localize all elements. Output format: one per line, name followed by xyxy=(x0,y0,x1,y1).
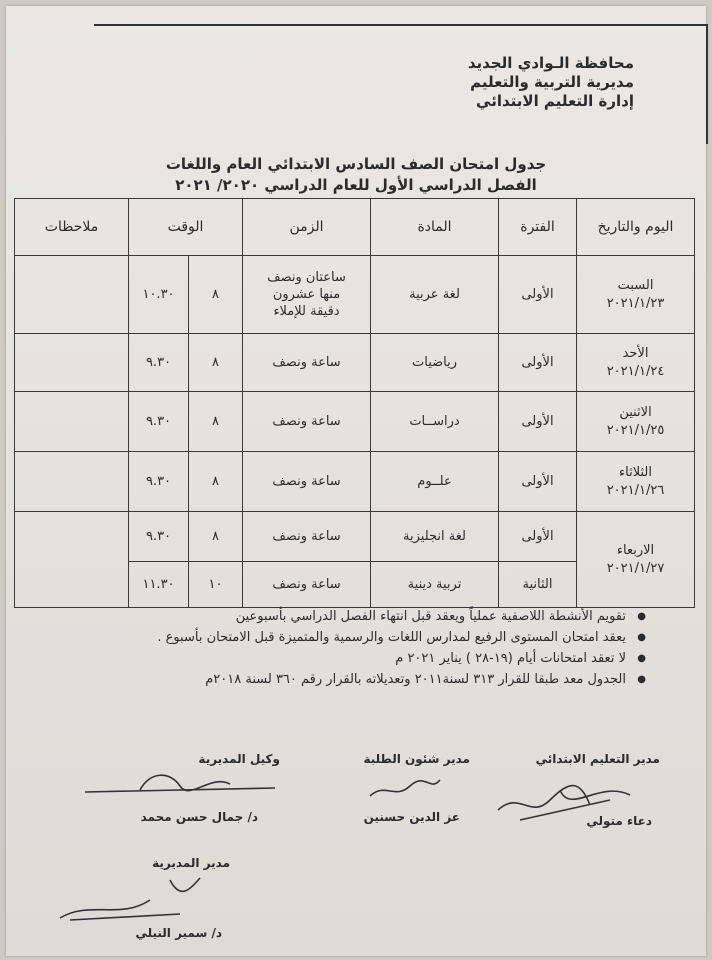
day-date-cell: الأحد ٢٠٢١/١/٢٤ xyxy=(577,334,695,392)
handwritten-signature-icon xyxy=(80,766,280,800)
start-time-cell: ٨ xyxy=(189,256,243,334)
end-time-cell: ٩.٣٠ xyxy=(129,512,189,562)
table-row xyxy=(15,256,695,334)
subject-cell: لغة عربية xyxy=(371,256,499,334)
title-line-1: جدول امتحان الصف السادس الابتدائي العام واللغات xyxy=(165,155,547,173)
subject-cell: لغة انجليزية xyxy=(371,512,499,562)
signatory-title: مدير المديرية xyxy=(152,856,230,870)
end-time-cell: ٩.٣٠ xyxy=(129,392,189,452)
signatory-name: دعاء متولي xyxy=(586,814,652,828)
period-cell: الأولى xyxy=(499,392,577,452)
table-row xyxy=(15,512,695,562)
subject-cell: علــوم xyxy=(371,452,499,512)
note-item: ● تقويم الأنشطة اللاصفية عملياً ويعقد قبل انتهاء الفصل الدراسي بأسبوعين xyxy=(40,606,646,627)
start-time-cell: ٨ xyxy=(189,512,243,562)
day-date-cell: الثلاثاء ٢٠٢١/١/٢٦ xyxy=(577,452,695,512)
notes-cell xyxy=(15,512,129,608)
governorate-line: محافظة الـوادي الجديد xyxy=(467,54,634,72)
table-row xyxy=(15,334,695,392)
notes-cell xyxy=(15,334,129,392)
start-time-cell: ٨ xyxy=(189,392,243,452)
notes-cell xyxy=(15,392,129,452)
directorate-line: مديرية التربية والتعليم xyxy=(470,73,634,91)
end-time-cell: ٩.٣٠ xyxy=(129,452,189,512)
end-time-cell: ٩.٣٠ xyxy=(129,334,189,392)
table-row xyxy=(15,392,695,452)
duration-cell: ساعة ونصف xyxy=(243,452,371,512)
title-line-2: الفصل الدراسي الأول للعام الدراسي ٢٠٢٠/ ٢٠٢١ xyxy=(175,176,537,194)
signature-block-student-affairs xyxy=(340,752,470,842)
table-header-row xyxy=(15,199,695,256)
handwritten-signature-icon xyxy=(50,870,230,930)
header-subject: المادة xyxy=(371,199,499,256)
handwritten-signature-icon xyxy=(360,772,450,806)
period-cell: الأولى xyxy=(499,452,577,512)
signatory-name: د/ سمير النيلي xyxy=(135,926,222,940)
header-period: الفترة xyxy=(499,199,577,256)
end-time-cell: ١١.٣٠ xyxy=(129,562,189,608)
day-date-cell: السبت ٢٠٢١/١/٢٣ xyxy=(577,256,695,334)
header-notes: ملاحظات xyxy=(15,199,129,256)
period-cell: الثانية xyxy=(499,562,577,608)
subject-cell: رياضيات xyxy=(371,334,499,392)
period-cell: الأولى xyxy=(499,512,577,562)
subject-cell: دراســات xyxy=(371,392,499,452)
day-date-cell: الاربعاء ٢٠٢١/١/٢٧ xyxy=(577,512,695,608)
start-time-cell: ٨ xyxy=(189,334,243,392)
document-title xyxy=(156,154,556,196)
administration-line: إدارة التعليم الابتدائي xyxy=(476,92,634,110)
header-duration: الزمن xyxy=(243,199,371,256)
note-item: ● الجدول معد طبقا للقرار ٣١٣ لسنة٢٠١١ وتعديلاته بالقرار رقم ٣٦٠ لسنة ٢٠١٨م xyxy=(40,669,646,690)
notes-list xyxy=(40,606,646,690)
signatory-title: مدير شئون الطلبة xyxy=(363,752,470,766)
duration-cell: ساعة ونصف xyxy=(243,392,371,452)
signature-block-director xyxy=(50,856,240,948)
start-time-cell: ٨ xyxy=(189,452,243,512)
page-border-right xyxy=(706,24,708,144)
duration-cell: ساعة ونصف xyxy=(243,562,371,608)
header-day-date: اليوم والتاريخ xyxy=(577,199,695,256)
letterhead xyxy=(468,54,634,111)
notes-cell xyxy=(15,452,129,512)
page-border-top xyxy=(94,24,706,26)
signature-block-deputy xyxy=(80,752,280,842)
signature-block-primary xyxy=(490,752,660,842)
duration-cell: ساعة ونصف xyxy=(243,334,371,392)
notes-cell xyxy=(15,256,129,334)
note-item: ● لا تعقد امتحانات أيام (١٩-٢٨ ) يناير ٢٠٢١ م xyxy=(40,648,646,669)
end-time-cell: ١٠.٣٠ xyxy=(129,256,189,334)
start-time-cell: ١٠ xyxy=(189,562,243,608)
exam-schedule-table xyxy=(14,198,695,608)
period-cell: الأولى xyxy=(499,256,577,334)
signatory-name: عز الدين حسنين xyxy=(363,810,460,824)
signatory-name: د/ جمال حسن محمد xyxy=(140,810,258,824)
duration-cell: ساعة ونصف xyxy=(243,512,371,562)
header-time: الوقت xyxy=(129,199,243,256)
table-row xyxy=(15,452,695,512)
subject-cell: تربية دينية xyxy=(371,562,499,608)
duration-cell: ساعتان ونصف منها عشرون دقيقة للإملاء xyxy=(243,256,371,334)
note-item: ● يعقد امتحان المستوى الرفيع لمدارس اللغات والرسمية والمتميزة قبل الامتحان بأسبوع . xyxy=(40,627,646,648)
day-date-cell: الاثنين ٢٠٢١/١/٢٥ xyxy=(577,392,695,452)
signatory-title: وكيل المديرية xyxy=(198,752,280,766)
signatory-title: مدير التعليم الابتدائي xyxy=(535,752,660,766)
period-cell: الأولى xyxy=(499,334,577,392)
